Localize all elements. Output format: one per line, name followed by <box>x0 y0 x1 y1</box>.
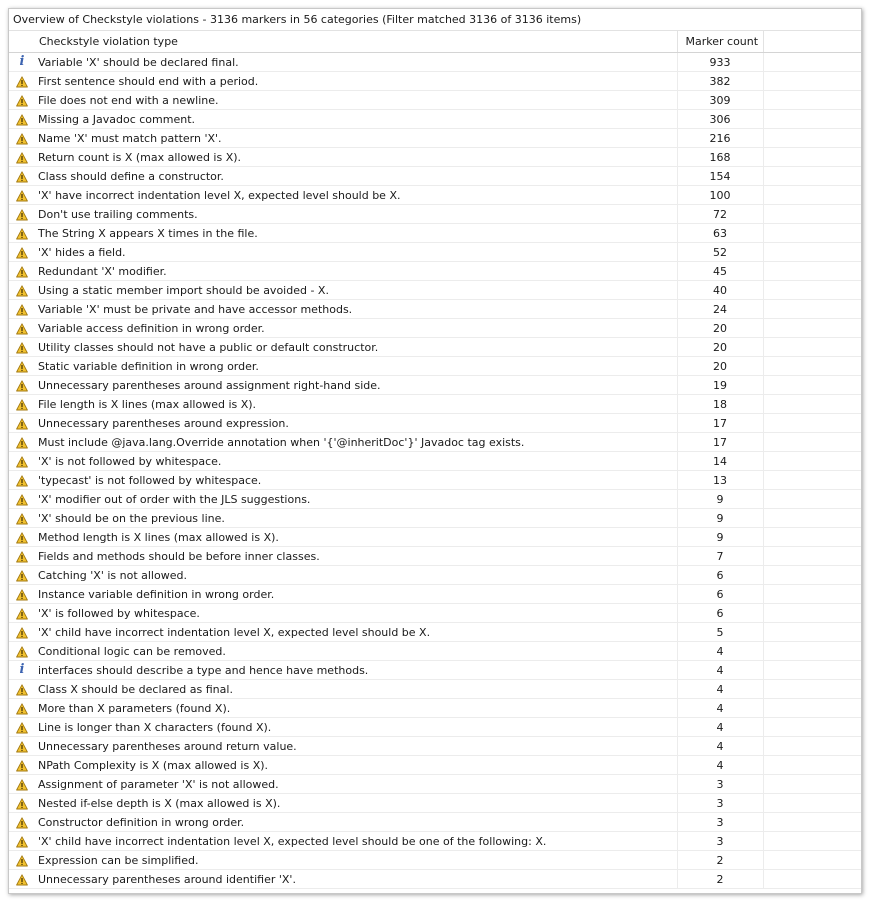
violation-type-cell: 'X' modifier out of order with the JLS suggestions. <box>35 490 677 509</box>
table-row[interactable] <box>9 794 861 813</box>
violation-type-cell: Constructor definition in wrong order. <box>35 813 677 832</box>
marker-count-cell: 306 <box>677 110 763 129</box>
filler-cell <box>763 281 861 300</box>
marker-count-cell: 3 <box>677 813 763 832</box>
violation-type-cell: Unnecessary parentheses around return value. <box>35 737 677 756</box>
table-row[interactable] <box>9 851 861 870</box>
filler-cell <box>763 585 861 604</box>
violation-type-cell: 'X' child have incorrect indentation level X, expected level should be one of the following: X. <box>35 832 677 851</box>
violation-type-cell: First sentence should end with a period. <box>35 72 677 91</box>
violation-type-cell: Method length is X lines (max allowed is X). <box>35 528 677 547</box>
table-row[interactable] <box>9 585 861 604</box>
warning-icon <box>16 607 28 620</box>
filler-cell <box>763 756 861 775</box>
warning-icon <box>16 227 28 240</box>
violation-type-cell: Conditional logic can be removed. <box>35 642 677 661</box>
violation-type-cell: Static variable definition in wrong order. <box>35 357 677 376</box>
table-row[interactable] <box>9 300 861 319</box>
table-row[interactable] <box>9 661 861 680</box>
filler-cell <box>763 490 861 509</box>
marker-count-cell: 6 <box>677 585 763 604</box>
violation-type-cell: 'typecast' is not followed by whitespace. <box>35 471 677 490</box>
violations-table <box>9 30 862 889</box>
violation-type-cell: Missing a Javadoc comment. <box>35 110 677 129</box>
row-icon-cell <box>9 718 35 737</box>
violation-type-cell: interfaces should describe a type and hence have methods. <box>35 661 677 680</box>
table-row[interactable] <box>9 338 861 357</box>
table-row[interactable] <box>9 72 861 91</box>
marker-count-cell: 309 <box>677 91 763 110</box>
row-icon-cell <box>9 262 35 281</box>
row-icon-cell <box>9 300 35 319</box>
warning-icon <box>16 474 28 487</box>
filler-cell <box>763 528 861 547</box>
marker-count-cell: 2 <box>677 851 763 870</box>
row-icon-cell <box>9 471 35 490</box>
row-icon-cell <box>9 680 35 699</box>
marker-count-cell: 14 <box>677 452 763 471</box>
row-icon-cell <box>9 319 35 338</box>
violation-type-cell: More than X parameters (found X). <box>35 699 677 718</box>
marker-count-cell: 4 <box>677 737 763 756</box>
violation-type-column-header[interactable]: Checkstyle violation type <box>35 31 677 53</box>
marker-count-cell: 4 <box>677 699 763 718</box>
filler-cell <box>763 509 861 528</box>
row-icon-cell <box>9 699 35 718</box>
violation-type-cell: Class X should be declared as final. <box>35 680 677 699</box>
warning-icon <box>16 512 28 525</box>
warning-icon <box>16 151 28 164</box>
row-icon-cell <box>9 433 35 452</box>
filler-cell <box>763 623 861 642</box>
filler-cell <box>763 395 861 414</box>
warning-icon <box>16 816 28 829</box>
violation-type-cell: Return count is X (max allowed is X). <box>35 148 677 167</box>
filler-cell <box>763 319 861 338</box>
table-row[interactable] <box>9 547 861 566</box>
filler-cell <box>763 376 861 395</box>
filler-cell <box>763 91 861 110</box>
violation-type-cell: 'X' have incorrect indentation level X, expected level should be X. <box>35 186 677 205</box>
marker-count-cell: 3 <box>677 832 763 851</box>
filler-cell <box>763 851 861 870</box>
warning-icon <box>16 132 28 145</box>
violation-type-cell: Line is longer than X characters (found X). <box>35 718 677 737</box>
warning-icon <box>16 417 28 430</box>
row-icon-cell <box>9 357 35 376</box>
table-row[interactable] <box>9 737 861 756</box>
filler-cell <box>763 813 861 832</box>
filler-cell <box>763 300 861 319</box>
violation-type-cell: Unnecessary parentheses around assignment right-hand side. <box>35 376 677 395</box>
filler-cell <box>763 870 861 889</box>
marker-count-cell: 4 <box>677 661 763 680</box>
marker-count-cell: 24 <box>677 300 763 319</box>
icon-column-header[interactable] <box>9 31 35 53</box>
filler-cell <box>763 148 861 167</box>
table-row[interactable] <box>9 205 861 224</box>
warning-icon <box>16 797 28 810</box>
row-icon-cell <box>9 414 35 433</box>
row-icon-cell <box>9 756 35 775</box>
table-row[interactable] <box>9 452 861 471</box>
warning-icon <box>16 702 28 715</box>
row-icon-cell <box>9 452 35 471</box>
marker-count-cell: 20 <box>677 338 763 357</box>
row-icon-cell <box>9 794 35 813</box>
marker-count-cell: 9 <box>677 528 763 547</box>
filler-cell <box>763 262 861 281</box>
warning-icon <box>16 170 28 183</box>
marker-count-cell: 216 <box>677 129 763 148</box>
violation-type-cell: Assignment of parameter 'X' is not allowed. <box>35 775 677 794</box>
table-row[interactable] <box>9 91 861 110</box>
table-row[interactable] <box>9 642 861 661</box>
violation-type-cell: 'X' is not followed by whitespace. <box>35 452 677 471</box>
info-icon: i <box>19 54 25 69</box>
filler-cell <box>763 224 861 243</box>
warning-icon <box>16 284 28 297</box>
warning-icon <box>16 835 28 848</box>
violation-type-cell: Nested if-else depth is X (max allowed is X). <box>35 794 677 813</box>
row-icon-cell <box>9 243 35 262</box>
filler-cell <box>763 129 861 148</box>
table-row[interactable] <box>9 357 861 376</box>
violation-type-cell: Instance variable definition in wrong order. <box>35 585 677 604</box>
row-icon-cell <box>9 775 35 794</box>
violation-type-cell: File does not end with a newline. <box>35 91 677 110</box>
row-icon-cell <box>9 281 35 300</box>
row-icon-cell <box>9 870 35 889</box>
table-row[interactable] <box>9 756 861 775</box>
warning-icon <box>16 436 28 449</box>
marker-count-cell: 9 <box>677 509 763 528</box>
row-icon-cell <box>9 566 35 585</box>
warning-icon <box>16 740 28 753</box>
table-row[interactable] <box>9 623 861 642</box>
violation-type-cell: Variable 'X' should be declared final. <box>35 53 677 72</box>
violation-type-cell: Class should define a constructor. <box>35 167 677 186</box>
table-row[interactable] <box>9 813 861 832</box>
row-icon-cell <box>9 167 35 186</box>
warning-icon <box>16 75 28 88</box>
table-row[interactable] <box>9 110 861 129</box>
table-row[interactable] <box>9 262 861 281</box>
filler-cell <box>763 110 861 129</box>
table-row[interactable] <box>9 870 861 889</box>
violation-type-cell: Name 'X' must match pattern 'X'. <box>35 129 677 148</box>
filler-cell <box>763 338 861 357</box>
warning-icon <box>16 360 28 373</box>
table-row[interactable] <box>9 243 861 262</box>
marker-count-cell: 45 <box>677 262 763 281</box>
table-row[interactable] <box>9 224 861 243</box>
table-row[interactable] <box>9 129 861 148</box>
warning-icon <box>16 341 28 354</box>
filler-cell <box>763 566 861 585</box>
marker-count-cell: 20 <box>677 319 763 338</box>
filler-cell <box>763 53 861 72</box>
row-icon-cell <box>9 395 35 414</box>
table-row[interactable] <box>9 832 861 851</box>
violations-table-body <box>9 53 861 889</box>
info-icon: i <box>19 662 25 677</box>
marker-count-cell: 382 <box>677 72 763 91</box>
row-icon-cell <box>9 585 35 604</box>
warning-icon <box>16 398 28 411</box>
marker-count-cell: 3 <box>677 794 763 813</box>
row-icon-cell <box>9 509 35 528</box>
table-row[interactable] <box>9 509 861 528</box>
violation-type-cell: Unnecessary parentheses around expression. <box>35 414 677 433</box>
warning-icon <box>16 588 28 601</box>
warning-icon <box>16 759 28 772</box>
row-icon-cell <box>9 338 35 357</box>
table-header-row <box>9 31 861 53</box>
marker-count-cell: 7 <box>677 547 763 566</box>
violation-type-cell: Fields and methods should be before inner classes. <box>35 547 677 566</box>
violation-type-cell: Catching 'X' is not allowed. <box>35 566 677 585</box>
warning-icon <box>16 531 28 544</box>
table-row[interactable] <box>9 414 861 433</box>
row-icon-cell <box>9 813 35 832</box>
violation-type-cell: Variable access definition in wrong order. <box>35 319 677 338</box>
warning-icon <box>16 778 28 791</box>
overview-title: Overview of Checkstyle violations - 3136 markers in 56 categories (Filter matched 3136 of 3136 items) <box>13 13 582 26</box>
warning-icon <box>16 873 28 886</box>
row-icon-cell <box>9 72 35 91</box>
marker-count-cell: 18 <box>677 395 763 414</box>
warning-icon <box>16 303 28 316</box>
table-row[interactable] <box>9 395 861 414</box>
violation-type-cell: Don't use trailing comments. <box>35 205 677 224</box>
filler-cell <box>763 167 861 186</box>
warning-icon <box>16 645 28 658</box>
table-row[interactable] <box>9 718 861 737</box>
table-row[interactable] <box>9 281 861 300</box>
marker-count-cell: 933 <box>677 53 763 72</box>
table-row[interactable] <box>9 471 861 490</box>
marker-count-cell: 6 <box>677 604 763 623</box>
table-row[interactable] <box>9 186 861 205</box>
violation-type-cell: Utility classes should not have a public or default constructor. <box>35 338 677 357</box>
warning-icon <box>16 550 28 563</box>
row-icon-cell <box>9 547 35 566</box>
row-icon-cell <box>9 528 35 547</box>
filler-cell <box>763 186 861 205</box>
filler-cell <box>763 243 861 262</box>
checkstyle-overview-panel <box>8 8 862 894</box>
row-icon-cell <box>9 851 35 870</box>
filler-cell <box>763 604 861 623</box>
marker-count-cell: 4 <box>677 642 763 661</box>
row-icon-cell <box>9 490 35 509</box>
row-icon-cell <box>9 604 35 623</box>
filler-column-header <box>763 31 861 53</box>
filler-cell <box>763 699 861 718</box>
row-icon-cell <box>9 623 35 642</box>
marker-count-cell: 154 <box>677 167 763 186</box>
violation-type-cell: Unnecessary parentheses around identifier 'X'. <box>35 870 677 889</box>
filler-cell <box>763 433 861 452</box>
table-row[interactable] <box>9 148 861 167</box>
warning-icon <box>16 189 28 202</box>
warning-icon <box>16 493 28 506</box>
table-row[interactable] <box>9 53 861 72</box>
row-icon-cell <box>9 129 35 148</box>
row-icon-cell <box>9 661 35 680</box>
marker-count-cell: 19 <box>677 376 763 395</box>
table-row[interactable] <box>9 376 861 395</box>
row-icon-cell <box>9 642 35 661</box>
marker-count-cell: 52 <box>677 243 763 262</box>
table-row[interactable] <box>9 319 861 338</box>
marker-count-cell: 17 <box>677 433 763 452</box>
filler-cell <box>763 832 861 851</box>
marker-count-column-header[interactable]: Marker count <box>677 31 763 53</box>
filler-cell <box>763 547 861 566</box>
marker-count-cell: 20 <box>677 357 763 376</box>
marker-count-cell: 40 <box>677 281 763 300</box>
table-row[interactable] <box>9 775 861 794</box>
marker-count-cell: 9 <box>677 490 763 509</box>
filler-cell <box>763 642 861 661</box>
warning-icon <box>16 379 28 392</box>
violation-type-cell: 'X' child have incorrect indentation level X, expected level should be X. <box>35 623 677 642</box>
violation-type-cell: Variable 'X' must be private and have accessor methods. <box>35 300 677 319</box>
marker-count-cell: 4 <box>677 680 763 699</box>
row-icon-cell <box>9 205 35 224</box>
marker-count-cell: 13 <box>677 471 763 490</box>
filler-cell <box>763 72 861 91</box>
violation-type-cell: NPath Complexity is X (max allowed is X). <box>35 756 677 775</box>
marker-count-cell: 5 <box>677 623 763 642</box>
table-row[interactable] <box>9 528 861 547</box>
marker-count-cell: 4 <box>677 756 763 775</box>
row-icon-cell <box>9 376 35 395</box>
warning-icon <box>16 569 28 582</box>
violation-type-cell: 'X' is followed by whitespace. <box>35 604 677 623</box>
marker-count-cell: 3 <box>677 775 763 794</box>
filler-cell <box>763 680 861 699</box>
marker-count-cell: 168 <box>677 148 763 167</box>
marker-count-cell: 72 <box>677 205 763 224</box>
filler-cell <box>763 794 861 813</box>
row-icon-cell <box>9 224 35 243</box>
warning-icon <box>16 626 28 639</box>
violation-type-cell: Expression can be simplified. <box>35 851 677 870</box>
warning-icon <box>16 246 28 259</box>
warning-icon <box>16 94 28 107</box>
table-row[interactable] <box>9 699 861 718</box>
violation-type-cell: Must include @java.lang.Override annotation when '{'@inheritDoc'}' Javadoc tag exists. <box>35 433 677 452</box>
violation-type-cell: File length is X lines (max allowed is X). <box>35 395 677 414</box>
filler-cell <box>763 357 861 376</box>
table-row[interactable] <box>9 680 861 699</box>
table-row[interactable] <box>9 604 861 623</box>
marker-count-cell: 4 <box>677 718 763 737</box>
marker-count-cell: 17 <box>677 414 763 433</box>
row-icon-cell <box>9 186 35 205</box>
marker-count-cell: 2 <box>677 870 763 889</box>
warning-icon <box>16 265 28 278</box>
violation-type-cell: Redundant 'X' modifier. <box>35 262 677 281</box>
violation-type-cell: 'X' should be on the previous line. <box>35 509 677 528</box>
row-icon-cell <box>9 53 35 72</box>
row-icon-cell <box>9 148 35 167</box>
violation-type-cell: 'X' hides a field. <box>35 243 677 262</box>
marker-count-cell: 6 <box>677 566 763 585</box>
table-row[interactable] <box>9 433 861 452</box>
filler-cell <box>763 471 861 490</box>
warning-icon <box>16 721 28 734</box>
warning-icon <box>16 455 28 468</box>
warning-icon <box>16 854 28 867</box>
warning-icon <box>16 208 28 221</box>
filler-cell <box>763 718 861 737</box>
row-icon-cell <box>9 832 35 851</box>
filler-cell <box>763 452 861 471</box>
table-row[interactable] <box>9 566 861 585</box>
warning-icon <box>16 683 28 696</box>
warning-icon <box>16 322 28 335</box>
row-icon-cell <box>9 737 35 756</box>
table-row[interactable] <box>9 167 861 186</box>
filler-cell <box>763 775 861 794</box>
table-row[interactable] <box>9 490 861 509</box>
row-icon-cell <box>9 91 35 110</box>
filler-cell <box>763 737 861 756</box>
filler-cell <box>763 414 861 433</box>
filler-cell <box>763 205 861 224</box>
row-icon-cell <box>9 110 35 129</box>
warning-icon <box>16 113 28 126</box>
violation-type-cell: The String X appears X times in the file. <box>35 224 677 243</box>
marker-count-cell: 100 <box>677 186 763 205</box>
marker-count-cell: 63 <box>677 224 763 243</box>
filler-cell <box>763 661 861 680</box>
violation-type-cell: Using a static member import should be avoided - X. <box>35 281 677 300</box>
